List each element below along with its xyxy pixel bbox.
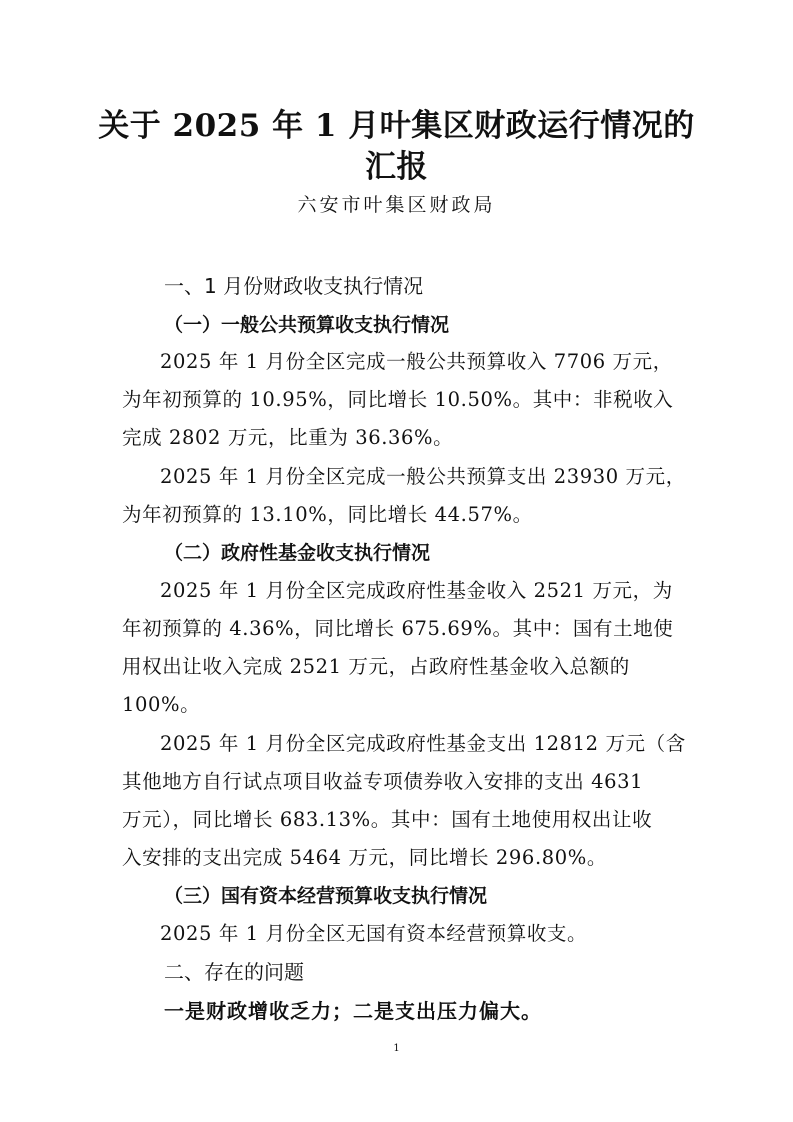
paragraph-line: 2025 年 1 月份全区完成一般公共预算收入 7706 万元， bbox=[160, 350, 673, 373]
document-title-line-1: 关于 2025 年 1 月叶集区财政运行情况的 bbox=[98, 108, 695, 144]
paragraph-line: 2025 年 1 月份全区无国有资本经营预算收支。 bbox=[160, 922, 588, 945]
page-number: 1 bbox=[393, 1043, 400, 1054]
paragraph-line: 年初预算的 4.36%，同比增长 675.69%。其中：国有土地使 bbox=[122, 617, 674, 640]
paragraph-line: 2025 年 1 月份全区完成政府性基金支出 12812 万元（含 bbox=[160, 732, 686, 755]
subsection-2-heading: （二）政府性基金收支执行情况 bbox=[164, 542, 431, 564]
paragraph-line: 2025 年 1 月份全区完成政府性基金收入 2521 万元，为 bbox=[160, 579, 673, 602]
paragraph-line: 2025 年 1 月份全区完成一般公共预算支出 23930 万元， bbox=[160, 465, 686, 488]
paragraph-line: 万元），同比增长 683.13%。其中：国有土地使用权出让收 bbox=[122, 808, 653, 831]
paragraph-line: 100%。 bbox=[122, 693, 201, 716]
subsection-1-heading: （一）一般公共预算收支执行情况 bbox=[164, 314, 450, 336]
paragraph-line: 入安排的支出完成 5464 万元，同比增长 296.80%。 bbox=[122, 846, 607, 869]
section-2-heading: 二、存在的问题 bbox=[164, 960, 304, 984]
paragraph-line: 为年初预算的 13.10%，同比增长 44.57%。 bbox=[122, 503, 533, 526]
paragraph-line: 为年初预算的 10.95%，同比增长 10.50%。其中：非税收入 bbox=[122, 388, 674, 411]
issuing-authority: 六安市叶集区财政局 bbox=[297, 194, 496, 216]
paragraph-line: 用权出让收入完成 2521 万元，占政府性基金收入总额的 bbox=[122, 655, 630, 678]
section-1-heading: 一、1 月份财政收支执行情况 bbox=[164, 274, 424, 298]
document-title-line-2: 汇报 bbox=[365, 149, 428, 185]
paragraph-line: 完成 2802 万元，比重为 36.36%。 bbox=[122, 426, 454, 449]
subsection-3-heading: （三）国有资本经营预算收支执行情况 bbox=[164, 885, 488, 907]
section-2-text: 一是财政增收乏力；二是支出压力偏大。 bbox=[164, 999, 542, 1023]
paragraph-line: 其他地方自行试点项目收益专项债券收入安排的支出 4631 bbox=[122, 770, 644, 793]
